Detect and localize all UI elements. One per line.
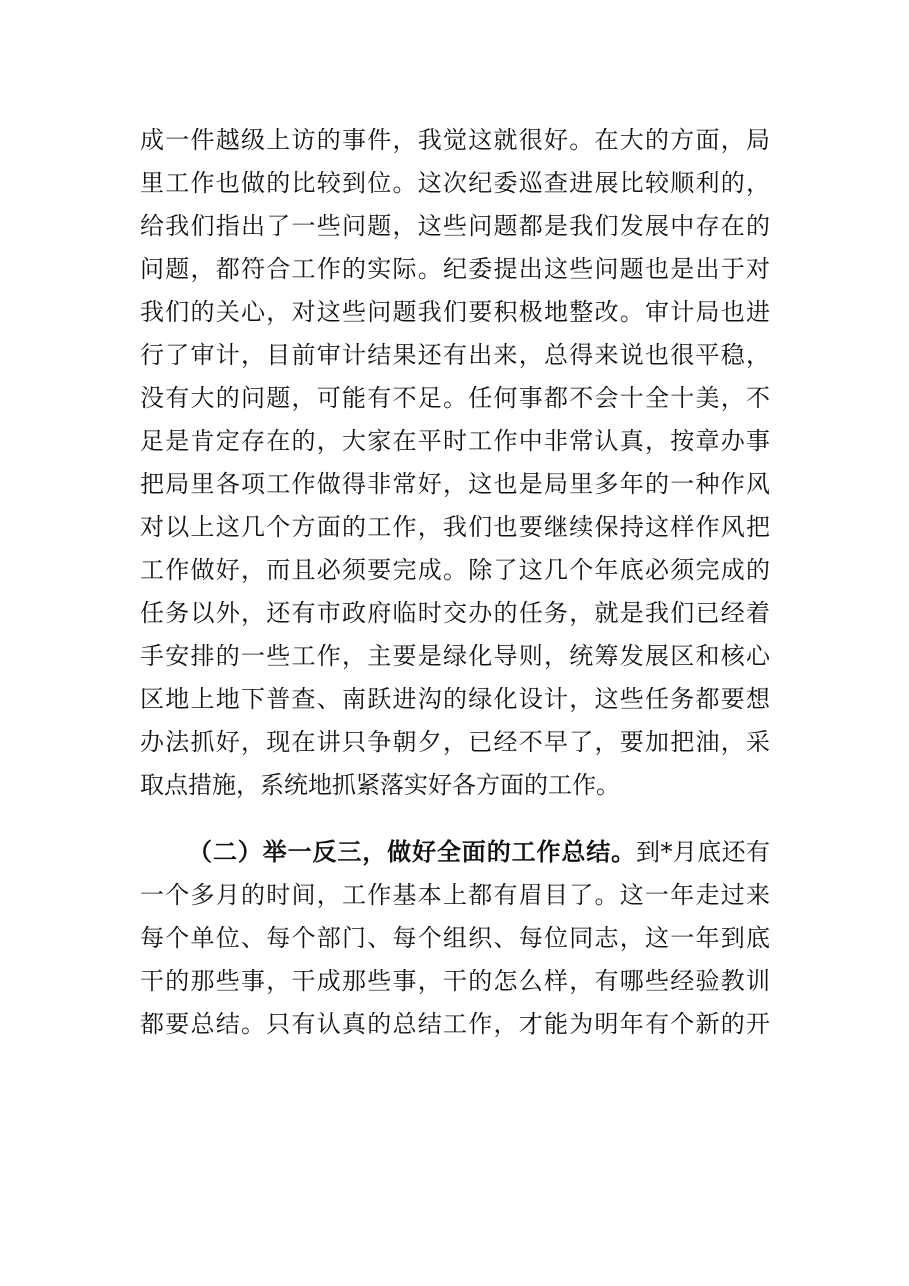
text-line: 一个多月的时间，工作基本上都有眉目了。这一年走过来 — [140, 881, 770, 909]
text-line: 给我们指出了一些问题，这些问题都是我们发展中存在的 — [140, 212, 770, 240]
text-line: 我们的关心，对这些问题我们要积极地整改。审计局也进 — [140, 298, 770, 326]
text-line: 手安排的一些工作，主要是绿化导则，统筹发展区和核心 — [140, 642, 770, 670]
text-line: 没有大的问题，可能有不足。任何事都不会十全十美，不 — [140, 384, 770, 412]
text-line: 足是肯定存在的，大家在平时工作中非常认真，按章办事 — [140, 427, 770, 455]
text-line: 任务以外，还有市政府临时交办的任务，就是我们已经着 — [140, 599, 770, 627]
section-heading-line — [188, 832, 770, 872]
text-line: 都要总结。只有认真的总结工作，才能为明年有个新的开 — [140, 1010, 770, 1038]
text-line: 问题，都符合工作的实际。纪委提出这些问题也是出于对 — [140, 255, 770, 283]
text-line: 行了审计，目前审计结果还有出来，总得来说也很平稳， — [140, 341, 770, 369]
text-line: 区地上地下普查、南跃进沟的绿化设计，这些任务都要想 — [140, 685, 770, 713]
text-line: 每个单位、每个部门、每个组织、每位同志，这一年到底 — [140, 924, 770, 952]
text-line: 取点措施，系统地抓紧落实好各方面的工作。 — [140, 771, 620, 799]
text-line: 里工作也做的比较到位。这次纪委巡查进展比较顺利的， — [140, 169, 770, 197]
section-heading: （二）举一反三，做好全面的工作总结。 — [188, 838, 637, 866]
text-line: 干的那些事，干成那些事，干的怎么样，有哪些经验教训 — [140, 967, 770, 995]
text-line: 对以上这几个方面的工作，我们也要继续保持这样作风把 — [140, 513, 770, 541]
heading-line-text: 到*月底还有 — [636, 838, 771, 866]
text-line: 把局里各项工作做得非常好，这也是局里多年的一种作风 — [140, 470, 770, 498]
text-line: 成一件越级上访的事件，我觉这就很好。在大的方面，局 — [140, 126, 770, 154]
text-line: 工作做好，而且必须要完成。除了这几个年底必须完成的 — [140, 556, 770, 584]
text-line: 办法抓好，现在讲只争朝夕，已经不早了，要加把油，采 — [140, 728, 770, 756]
